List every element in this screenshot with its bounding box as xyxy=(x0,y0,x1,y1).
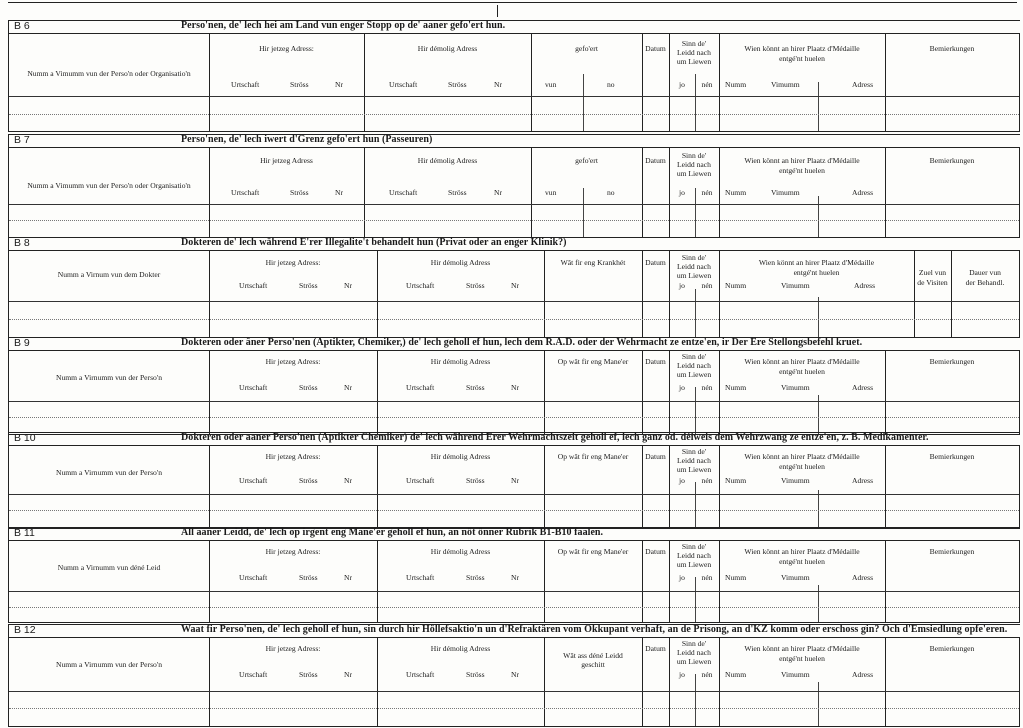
nr-label: Nr xyxy=(344,383,353,392)
former-address-header: Hir démolig Adress xyxy=(430,357,491,366)
section-b7 xyxy=(8,134,1020,238)
date-header: Datum xyxy=(645,357,666,366)
nr-label: Nr xyxy=(335,188,344,197)
vimumm-label: Vimumm xyxy=(781,383,810,392)
adress-label: Adress xyxy=(852,80,874,89)
medal-header-1: Wien könnt an hirer Plaatz d'Médaille xyxy=(758,258,875,267)
alive-header-2: Leidd nach xyxy=(677,648,711,657)
manner-header: Op wât fir eng Mane'er xyxy=(557,452,629,461)
section-code: B 10 xyxy=(14,432,36,444)
former-address-header: Hir démolig Adress xyxy=(430,644,491,653)
urtschaft-label: Urtschaft xyxy=(406,670,435,679)
urtschaft-label: Urtschaft xyxy=(406,383,435,392)
nr-label: Nr xyxy=(344,670,353,679)
date-header: Datum xyxy=(645,644,666,653)
nr-label: Nr xyxy=(494,80,503,89)
alive-header-1: Sinn de' xyxy=(681,39,707,48)
remarks-header: Bemierkungen xyxy=(929,156,975,165)
section-header xyxy=(8,134,1020,148)
medal-header-2: entgé'nt huelen xyxy=(779,54,825,63)
what-happened-header-1: Wât ass déné Leidd xyxy=(563,651,623,660)
name-header: Numm a Virnumm vun der Perso'n xyxy=(55,373,163,382)
section-header xyxy=(8,432,1020,446)
yes-label: jo xyxy=(679,281,685,290)
current-address-header: Hir jetzeg Adress: xyxy=(265,258,321,267)
alive-header-3: um Liewen xyxy=(676,657,712,666)
no-label: nén xyxy=(701,281,713,290)
current-address-header: Hir jetzeg Adress xyxy=(260,156,313,165)
stross-label: Ströss xyxy=(466,281,485,290)
former-address-header: Hir démolig Adress xyxy=(417,44,478,53)
urtschaft-label: Urtschaft xyxy=(239,670,268,679)
stross-label: Ströss xyxy=(290,80,309,89)
stross-label: Ströss xyxy=(466,670,485,679)
nr-label: Nr xyxy=(494,188,503,197)
name-header: Numm a Vimumm vun der Perso'n oder Organisatio'n xyxy=(27,181,191,190)
section-title: All aaner Leidd, de' lech op irgent eng Mane'er geholl ef hun, an nöt önner Rubrik B1-B10 faalen. xyxy=(181,527,604,538)
transported-header: gefo'ert xyxy=(575,44,598,53)
nr-label: Nr xyxy=(511,383,520,392)
urtschaft-label: Urtschaft xyxy=(239,476,268,485)
yes-label: jo xyxy=(679,80,685,89)
stross-label: Ströss xyxy=(299,670,318,679)
medal-header-2: entgé'nt huelen xyxy=(779,462,825,471)
from-label: vun xyxy=(545,188,557,197)
alive-header-2: Leidd nach xyxy=(677,456,711,465)
alive-header-3: um Liewen xyxy=(676,271,712,280)
numm-label: Numm xyxy=(725,188,747,197)
stross-label: Ströss xyxy=(466,476,485,485)
section-table xyxy=(8,351,1020,435)
section-code: B 7 xyxy=(14,134,30,146)
no-label: nén xyxy=(701,573,713,582)
name-header: Numm a Virnum vun dem Dokter xyxy=(57,270,161,279)
alive-header-2: Leidd nach xyxy=(677,361,711,370)
no-label: nén xyxy=(701,670,713,679)
date-header: Datum xyxy=(645,44,666,53)
numm-label: Numm xyxy=(725,476,747,485)
adress-label: Adress xyxy=(852,188,874,197)
what-happened-header-2: geschitt xyxy=(581,660,605,669)
to-label: no xyxy=(607,80,615,89)
transported-header: gefo'ert xyxy=(575,156,598,165)
stross-label: Ströss xyxy=(466,383,485,392)
numm-label: Numm xyxy=(725,670,747,679)
former-address-header: Hir démolig Adress xyxy=(417,156,478,165)
alive-header-2: Leidd nach xyxy=(677,48,711,57)
medal-header-2: entgé'nt huelen xyxy=(793,268,840,277)
date-header: Datum xyxy=(645,452,666,461)
section-title: Dokteren oder âner Perso'nen (Aptikter, Chemiker,) de' lech geholl ef hun, lech dem R.A.D. oder der Wehrmacht ze entze'en, ir Der Ere Stellongsbefehl kruet. xyxy=(181,337,863,348)
urtschaft-label: Urtschaft xyxy=(239,573,268,582)
alive-header-1: Sinn de' xyxy=(681,352,707,361)
medal-header-2: entgé'nt huelen xyxy=(779,557,825,566)
section-b12 xyxy=(8,624,1020,727)
adress-label: Adress xyxy=(852,383,874,392)
section-code: B 6 xyxy=(14,20,30,32)
nr-label: Nr xyxy=(511,476,520,485)
adress-label: Adress xyxy=(852,476,874,485)
medal-header-1: Wien könnt an hirer Plaatz d'Médaille xyxy=(744,156,860,165)
yes-label: jo xyxy=(679,188,685,197)
section-b8 xyxy=(8,237,1020,338)
alive-header-2: Leidd nach xyxy=(677,262,711,271)
name-header: Numm a Vimumm vun der Perso'n oder Organisatio'n xyxy=(27,69,191,78)
urtschaft-label: Urtschaft xyxy=(231,188,260,197)
current-address-header: Hir jetzeg Adress: xyxy=(265,644,321,653)
name-header: Numm a Virnumm vun der Perso'n xyxy=(55,468,163,477)
section-b11 xyxy=(8,527,1020,623)
vimumm-label: Vimumm xyxy=(771,188,800,197)
section-title: Perso'nen, de' lech iwert d'Grenz gefo'ert hun (Passeuren) xyxy=(181,134,433,145)
stross-label: Ströss xyxy=(466,573,485,582)
to-label: no xyxy=(607,188,615,197)
urtschaft-label: Urtschaft xyxy=(231,80,260,89)
vimumm-label: Vimumm xyxy=(781,476,810,485)
no-label: nén xyxy=(701,80,713,89)
nr-label: Nr xyxy=(511,281,520,290)
yes-label: jo xyxy=(679,573,685,582)
stross-label: Ströss xyxy=(299,476,318,485)
from-label: vun xyxy=(545,80,557,89)
section-code: B 8 xyxy=(14,237,30,249)
alive-header-1: Sinn de' xyxy=(681,542,707,551)
name-header: Numm a Virnumm vun déné Leid xyxy=(57,563,161,572)
duration-header-2: der Behandl. xyxy=(965,278,1005,287)
nr-label: Nr xyxy=(344,476,353,485)
urtschaft-label: Urtschaft xyxy=(389,80,418,89)
section-title: Perso'nen, de' lech hei am Land vun enger Stopp op de' aaner gefo'ert hun. xyxy=(181,20,506,31)
adress-label: Adress xyxy=(854,281,876,290)
numm-label: Numm xyxy=(725,573,747,582)
no-label: nén xyxy=(701,188,713,197)
numm-label: Numm xyxy=(725,383,747,392)
visits-header-2: de Visiten xyxy=(917,278,948,287)
adress-label: Adress xyxy=(852,670,874,679)
section-header xyxy=(8,237,1020,251)
section-table xyxy=(8,541,1020,623)
section-code: B 11 xyxy=(14,527,35,539)
stross-label: Ströss xyxy=(299,573,318,582)
numm-label: Numm xyxy=(725,281,747,290)
remarks-header: Bemierkungen xyxy=(929,44,975,53)
nr-label: Nr xyxy=(511,573,520,582)
alive-header-1: Sinn de' xyxy=(681,447,707,456)
remarks-header: Bemierkungen xyxy=(929,547,975,556)
remarks-header: Bemierkungen xyxy=(929,452,975,461)
medal-header-2: entgé'nt huelen xyxy=(779,166,825,175)
medal-header-1: Wien könnt an hirer Plaatz d'Médaille xyxy=(744,644,860,653)
alive-header-1: Sinn de' xyxy=(681,253,707,262)
yes-label: jo xyxy=(679,383,685,392)
medal-header-1: Wien könnt an hirer Plaatz d'Médaille xyxy=(744,357,860,366)
stross-label: Ströss xyxy=(299,281,318,290)
current-address-header: Hir jetzeg Adress: xyxy=(265,357,321,366)
top-border xyxy=(8,2,1017,3)
numm-label: Numm xyxy=(725,80,747,89)
medal-header-1: Wien könnt an hirer Plaatz d'Médaille xyxy=(744,452,860,461)
urtschaft-label: Urtschaft xyxy=(406,476,435,485)
no-label: nén xyxy=(701,383,713,392)
former-address-header: Hir démolig Adress xyxy=(430,452,491,461)
yes-label: jo xyxy=(679,476,685,485)
section-table xyxy=(8,251,1020,338)
section-title: Waat fir Perso'nen, de' lech geholl ef hun, sin durch hir Höllefsaktio'n un d'Refraktären vom Okkupant verhaft, an de Prisong, an d'KZ komm oder erschoss gin? Och d'Emsiedlung opfe'eren. xyxy=(181,624,1008,635)
duration-header-1: Dauer vun xyxy=(969,268,1001,277)
stross-label: Ströss xyxy=(290,188,309,197)
manner-header: Op wât fir eng Mane'er xyxy=(557,357,629,366)
current-address-header: Hir jetzeg Adress: xyxy=(265,547,321,556)
alive-header-3: um Liewen xyxy=(676,370,712,379)
current-address-header: Hir jetzeg Adress: xyxy=(265,452,321,461)
section-header xyxy=(8,20,1020,34)
section-header xyxy=(8,337,1020,351)
manner-header: Op wât fir eng Mane'er xyxy=(557,547,629,556)
date-header: Datum xyxy=(645,156,666,165)
urtschaft-label: Urtschaft xyxy=(406,573,435,582)
alive-header-2: Leidd nach xyxy=(677,160,711,169)
date-header: Datum xyxy=(645,258,666,267)
section-code: B 9 xyxy=(14,337,30,349)
yes-label: jo xyxy=(679,670,685,679)
former-address-header: Hir démolig Adress xyxy=(430,258,491,267)
section-header xyxy=(8,527,1020,541)
alive-header-1: Sinn de' xyxy=(681,639,707,648)
section-title: Dokteren de' lech während E'rer Illegalite't behandelt hun (Privat oder an enger Klinik?) xyxy=(181,237,567,248)
section-b10 xyxy=(8,432,1020,529)
urtschaft-label: Urtschaft xyxy=(406,281,435,290)
illness-header: Wât fir eng Krankhét xyxy=(560,258,626,267)
current-address-header: Hir jetzeg Adress: xyxy=(259,44,314,53)
visits-header-1: Zuel vun xyxy=(918,268,947,277)
nr-label: Nr xyxy=(344,573,353,582)
section-title: Dokteren oder aaner Perso'nen (Aptikter Chemiker) de' lech während Erer Wehrmachtszeit geholl ef, lech ganz od. déiweis dem Wehrzwang ze entze'en, z. B. Medikamenter. xyxy=(181,432,929,443)
center-mark xyxy=(497,5,498,17)
remarks-header: Bemierkungen xyxy=(929,644,975,653)
section-b9 xyxy=(8,337,1020,435)
no-label: nén xyxy=(701,476,713,485)
nr-label: Nr xyxy=(344,281,353,290)
vimumm-label: Vimumm xyxy=(781,281,810,290)
stross-label: Ströss xyxy=(448,80,467,89)
section-table xyxy=(8,34,1020,132)
date-header: Datum xyxy=(645,547,666,556)
vimumm-label: Vimumm xyxy=(781,573,810,582)
nr-label: Nr xyxy=(335,80,344,89)
stross-label: Ströss xyxy=(448,188,467,197)
section-table xyxy=(8,446,1020,529)
nr-label: Nr xyxy=(511,670,520,679)
urtschaft-label: Urtschaft xyxy=(239,281,268,290)
section-b6 xyxy=(8,20,1020,132)
former-address-header: Hir démolig Adress xyxy=(430,547,491,556)
urtschaft-label: Urtschaft xyxy=(389,188,418,197)
stross-label: Ströss xyxy=(299,383,318,392)
medal-header-2: entgé'nt huelen xyxy=(779,367,825,376)
adress-label: Adress xyxy=(852,573,874,582)
section-table xyxy=(8,638,1020,727)
vimumm-label: Vimumm xyxy=(771,80,800,89)
section-table xyxy=(8,148,1020,238)
medal-header-1: Wien könnt an hirer Plaatz d'Médaille xyxy=(744,44,860,53)
alive-header-3: um Liewen xyxy=(676,169,712,178)
vimumm-label: Vimumm xyxy=(781,670,810,679)
alive-header-2: Leidd nach xyxy=(677,551,711,560)
section-code: B 12 xyxy=(14,624,36,636)
name-header: Numm a Virnumm vun der Perso'n xyxy=(55,660,163,669)
medal-header-2: entgé'nt huelen xyxy=(779,654,825,663)
alive-header-1: Sinn de' xyxy=(681,151,707,160)
alive-header-3: um Liewen xyxy=(676,560,712,569)
urtschaft-label: Urtschaft xyxy=(239,383,268,392)
section-header xyxy=(8,624,1020,638)
alive-header-3: um Liewen xyxy=(676,57,712,66)
alive-header-3: um Liewen xyxy=(676,465,712,474)
remarks-header: Bemierkungen xyxy=(929,357,975,366)
medal-header-1: Wien könnt an hirer Plaatz d'Médaille xyxy=(744,547,860,556)
